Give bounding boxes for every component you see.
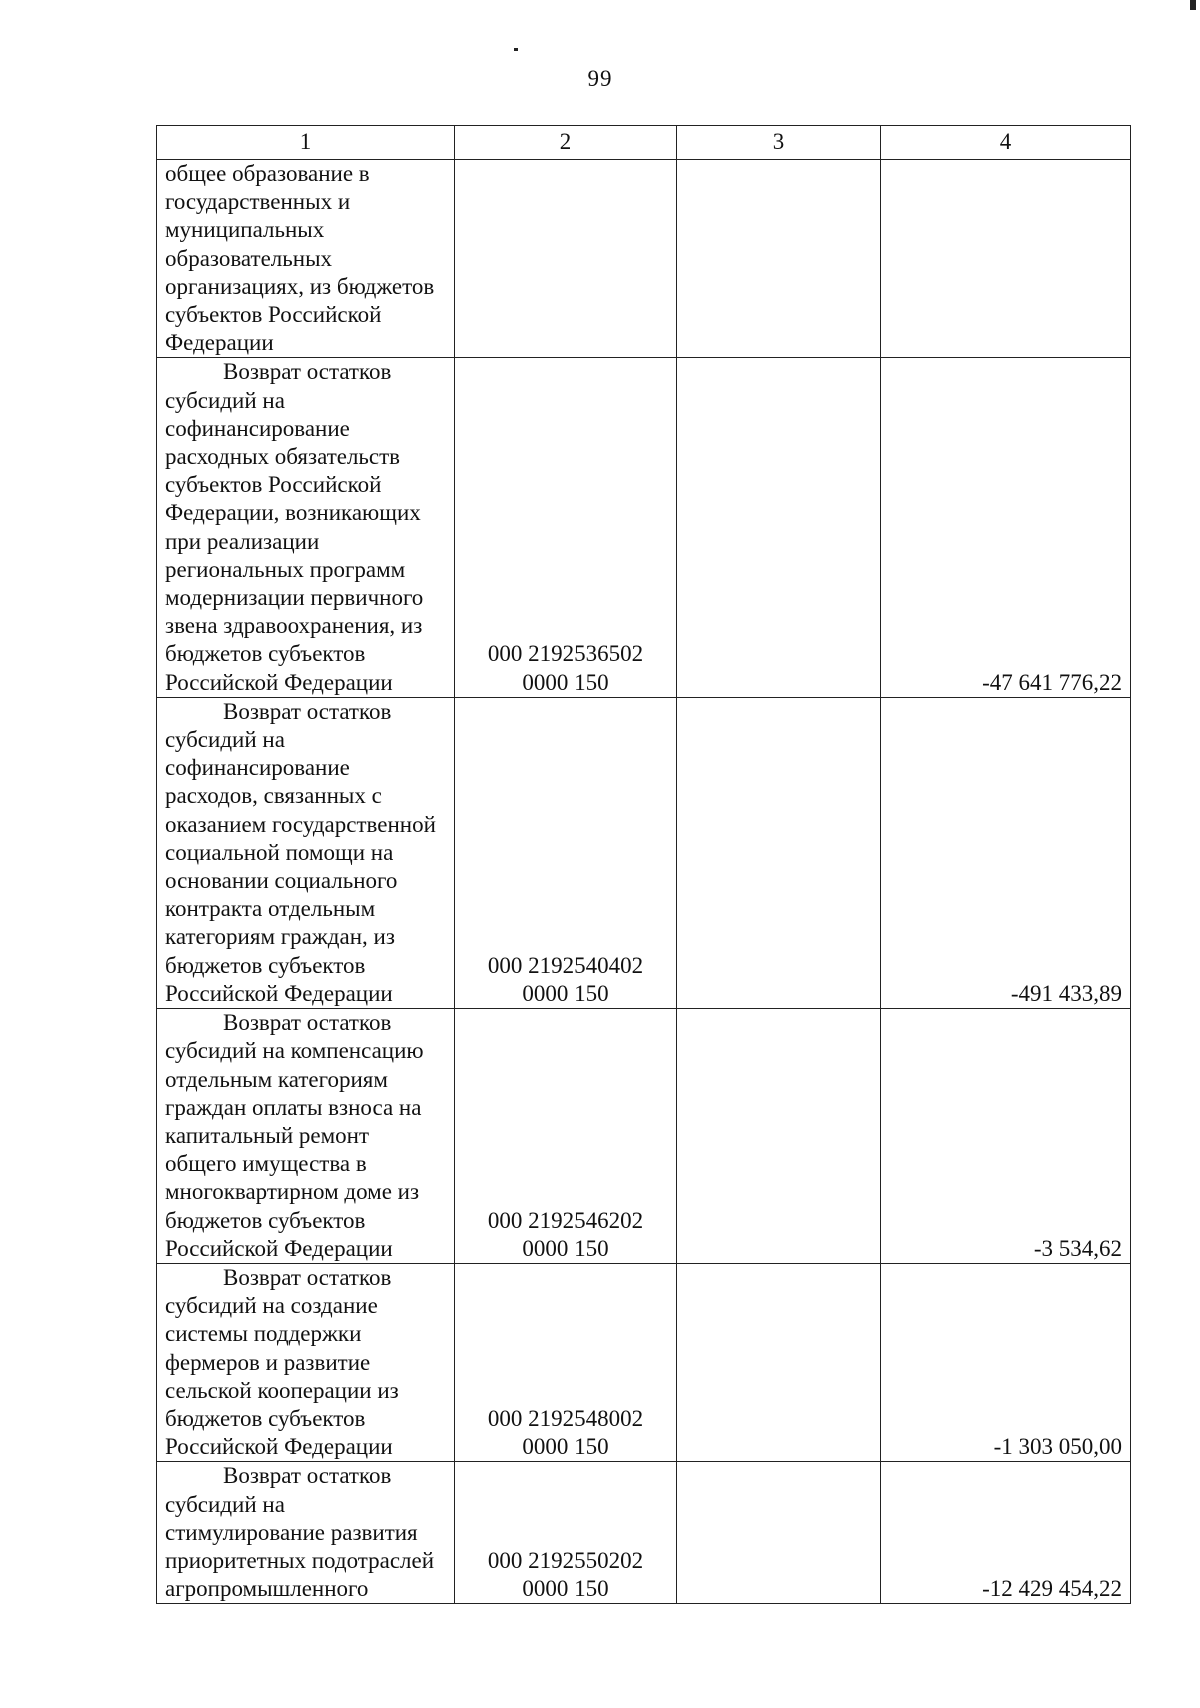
header-col-1: 1 xyxy=(157,126,455,160)
row-col3 xyxy=(677,1263,881,1461)
description-line: субсидий на xyxy=(165,727,285,753)
description-line: муниципальных xyxy=(165,217,325,243)
description-line: государственных и xyxy=(165,189,351,215)
description-line: при реализации xyxy=(165,528,320,554)
description-line: Возврат остатков xyxy=(223,698,392,724)
description-line: организациях, из бюджетов xyxy=(165,273,435,299)
code-line: 0000 150 xyxy=(522,1576,609,1602)
description-line: модернизации первичного xyxy=(165,585,424,611)
table-row xyxy=(157,1009,1131,1264)
row-description xyxy=(157,358,455,697)
description-line: оказанием государственной xyxy=(165,811,436,837)
row-description xyxy=(157,1263,455,1461)
description-line: Российской Федерации xyxy=(165,669,393,695)
page-number: 99 xyxy=(587,66,613,91)
header-col-4: 4 xyxy=(881,126,1131,160)
description-line: Возврат остатков xyxy=(223,1463,392,1489)
table-row xyxy=(157,1462,1131,1604)
code-line xyxy=(463,329,668,357)
row-amount: -1 303 050,00 xyxy=(881,1263,1131,1461)
row-code xyxy=(455,1462,677,1604)
scan-mark-top xyxy=(514,48,518,51)
row-code xyxy=(455,1009,677,1264)
description-line: расходных обязательств xyxy=(165,444,401,470)
code-line: 0000 150 xyxy=(522,1235,609,1261)
description-line: Возврат остатков xyxy=(223,1264,392,1290)
code-line: 000 2192550202 xyxy=(487,1547,644,1573)
row-code xyxy=(455,160,677,358)
code-line: 0000 150 xyxy=(522,1434,609,1460)
description-line: Федерации xyxy=(165,330,274,356)
code-line xyxy=(463,301,668,329)
description-line: Возврат остатков xyxy=(223,1010,392,1036)
table-header-row xyxy=(157,126,1131,160)
row-description xyxy=(157,1009,455,1264)
row-amount: -47 641 776,22 xyxy=(881,358,1131,697)
description-line: бюджетов субъектов xyxy=(165,1405,366,1431)
row-description xyxy=(157,697,455,1008)
description-line: Федерации, возникающих xyxy=(165,500,421,526)
row-amount xyxy=(881,160,1131,358)
description-line: многоквартирном доме из xyxy=(165,1179,420,1205)
budget-table xyxy=(156,125,1131,1604)
description-line: софинансирование xyxy=(165,755,350,781)
code-line: 000 2192540402 xyxy=(487,952,644,978)
description-line: субсидий на xyxy=(165,1491,285,1517)
row-description xyxy=(157,1462,455,1604)
description-line: общего имущества в xyxy=(165,1151,367,1177)
description-line: субъектов Российской xyxy=(165,302,382,328)
description-line: системы поддержки xyxy=(165,1321,362,1347)
code-line: 0000 150 xyxy=(522,980,609,1006)
table-row xyxy=(157,1263,1131,1461)
description-line: субсидий на компенсацию xyxy=(165,1038,424,1064)
description-line: отдельным категориям xyxy=(165,1066,388,1092)
scan-mark-corner xyxy=(1190,0,1196,10)
code-line: 0000 150 xyxy=(522,669,609,695)
description-line: Российской Федерации xyxy=(165,1434,393,1460)
description-line: общее образование в xyxy=(165,161,370,186)
row-col3 xyxy=(677,697,881,1008)
description-line: контракта отдельным xyxy=(165,896,376,922)
code-line: 000 2192546202 xyxy=(487,1207,644,1233)
row-col3 xyxy=(677,160,881,358)
row-amount: -491 433,89 xyxy=(881,697,1131,1008)
description-line: сельской кооперации из xyxy=(165,1377,399,1403)
description-line: бюджетов субъектов xyxy=(165,641,366,667)
header-col-2: 2 xyxy=(455,126,677,160)
header-col-3: 3 xyxy=(677,126,881,160)
description-line: стимулирование развития xyxy=(165,1519,418,1545)
description-line: граждан оплаты взноса на xyxy=(165,1094,422,1120)
description-line: капитальный ремонт xyxy=(165,1122,370,1148)
table-row xyxy=(157,160,1131,358)
code-line: 000 2192536502 xyxy=(487,641,644,667)
description-line: субъектов Российской xyxy=(165,472,382,498)
row-amount: -12 429 454,22 xyxy=(881,1462,1131,1604)
description-line: региональных программ xyxy=(165,556,406,582)
description-line: категориям граждан, из xyxy=(165,924,395,950)
description-line: расходов, связанных с xyxy=(165,783,382,809)
description-line: Российской Федерации xyxy=(165,980,393,1006)
description-line: социальной помощи на xyxy=(165,839,394,865)
description-line: Российской Федерации xyxy=(165,1235,393,1261)
description-line: софинансирование xyxy=(165,415,350,441)
table-row xyxy=(157,358,1131,697)
row-code xyxy=(455,697,677,1008)
row-amount: -3 534,62 xyxy=(881,1009,1131,1264)
row-col3 xyxy=(677,1462,881,1604)
description-line: фермеров и развитие xyxy=(165,1349,371,1375)
row-code xyxy=(455,358,677,697)
description-line: звена здравоохранения, из xyxy=(165,613,423,639)
description-line: приоритетных подотраслей xyxy=(165,1547,435,1573)
row-col3 xyxy=(677,1009,881,1264)
description-line: Возврат остатков xyxy=(223,359,392,385)
description-line: агропромышленного xyxy=(165,1576,369,1602)
description-line: субсидий на создание xyxy=(165,1293,378,1319)
row-code xyxy=(455,1263,677,1461)
description-line: основании социального xyxy=(165,868,398,894)
description-line: образовательных xyxy=(165,245,333,271)
code-line: 000 2192548002 xyxy=(487,1405,644,1431)
row-description xyxy=(157,160,455,358)
description-line: субсидий на xyxy=(165,387,285,413)
table-row xyxy=(157,697,1131,1008)
description-line: бюджетов субъектов xyxy=(165,1207,366,1233)
row-col3 xyxy=(677,358,881,697)
description-line: бюджетов субъектов xyxy=(165,952,366,978)
